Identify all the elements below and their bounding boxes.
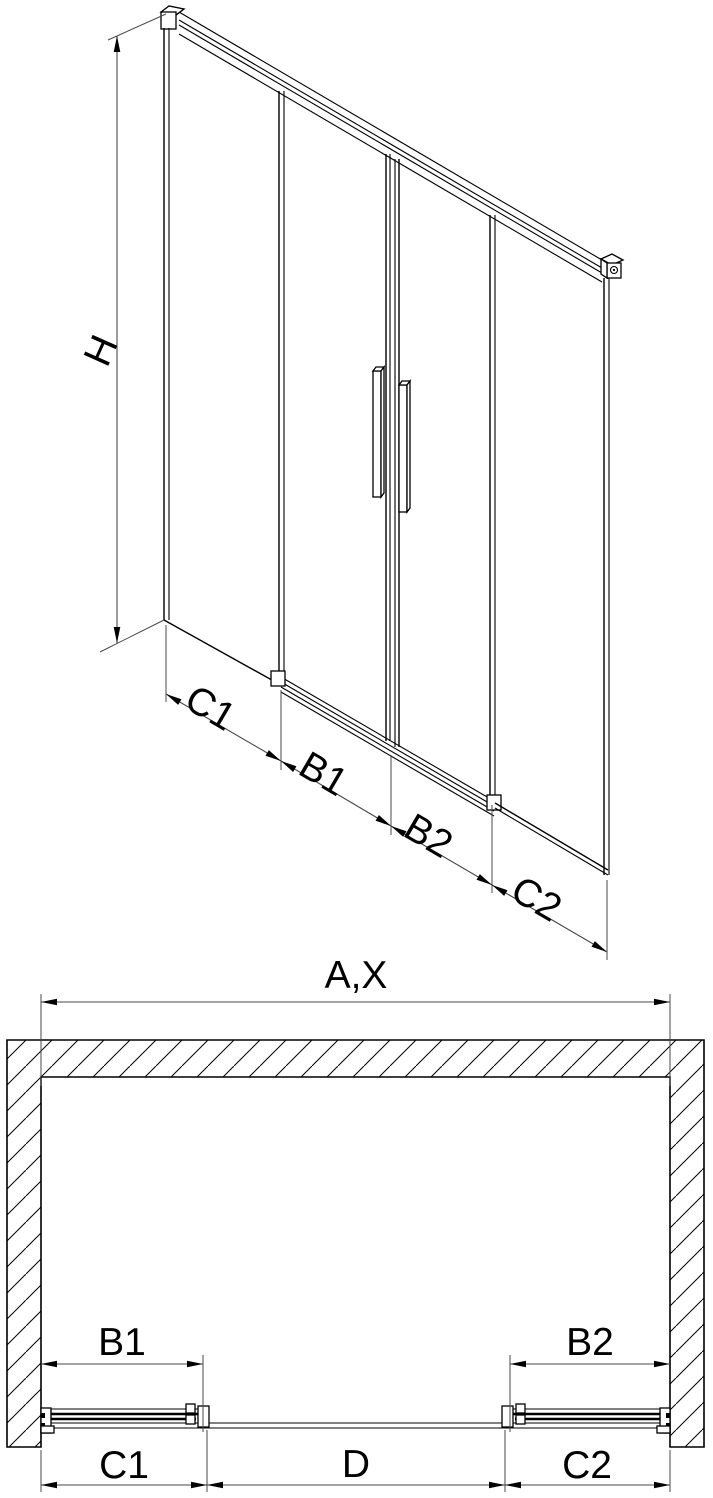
bottom-rail-plan — [44, 1423, 667, 1428]
door-assembly-left — [41, 1404, 209, 1433]
opening-label-c2: C2 — [562, 1444, 612, 1487]
segment-label-b1: B1 — [291, 743, 355, 805]
span-label-b2: B2 — [566, 1321, 614, 1364]
height-label: H — [75, 328, 127, 373]
dimension-door-spans — [41, 1321, 670, 1432]
door-handle-right — [399, 381, 410, 512]
rail-end-cap — [601, 254, 623, 278]
opening-label-d: D — [341, 1443, 371, 1486]
overall-width-label: A,X — [324, 954, 388, 997]
wall-section — [7, 1040, 704, 1447]
segment-label-b2: B2 — [396, 805, 460, 867]
plan-view — [7, 954, 704, 1492]
span-label-b1: B1 — [98, 1321, 146, 1364]
segment-label-c2: C2 — [503, 868, 569, 931]
segment-label-c1: C1 — [177, 677, 243, 740]
opening-label-c1: C1 — [99, 1444, 149, 1487]
door-handle-left — [373, 367, 384, 497]
isometric-view — [76, 6, 623, 960]
dimension-openings — [41, 1430, 670, 1492]
door-assembly-right — [502, 1404, 670, 1433]
dimension-height — [76, 14, 166, 652]
